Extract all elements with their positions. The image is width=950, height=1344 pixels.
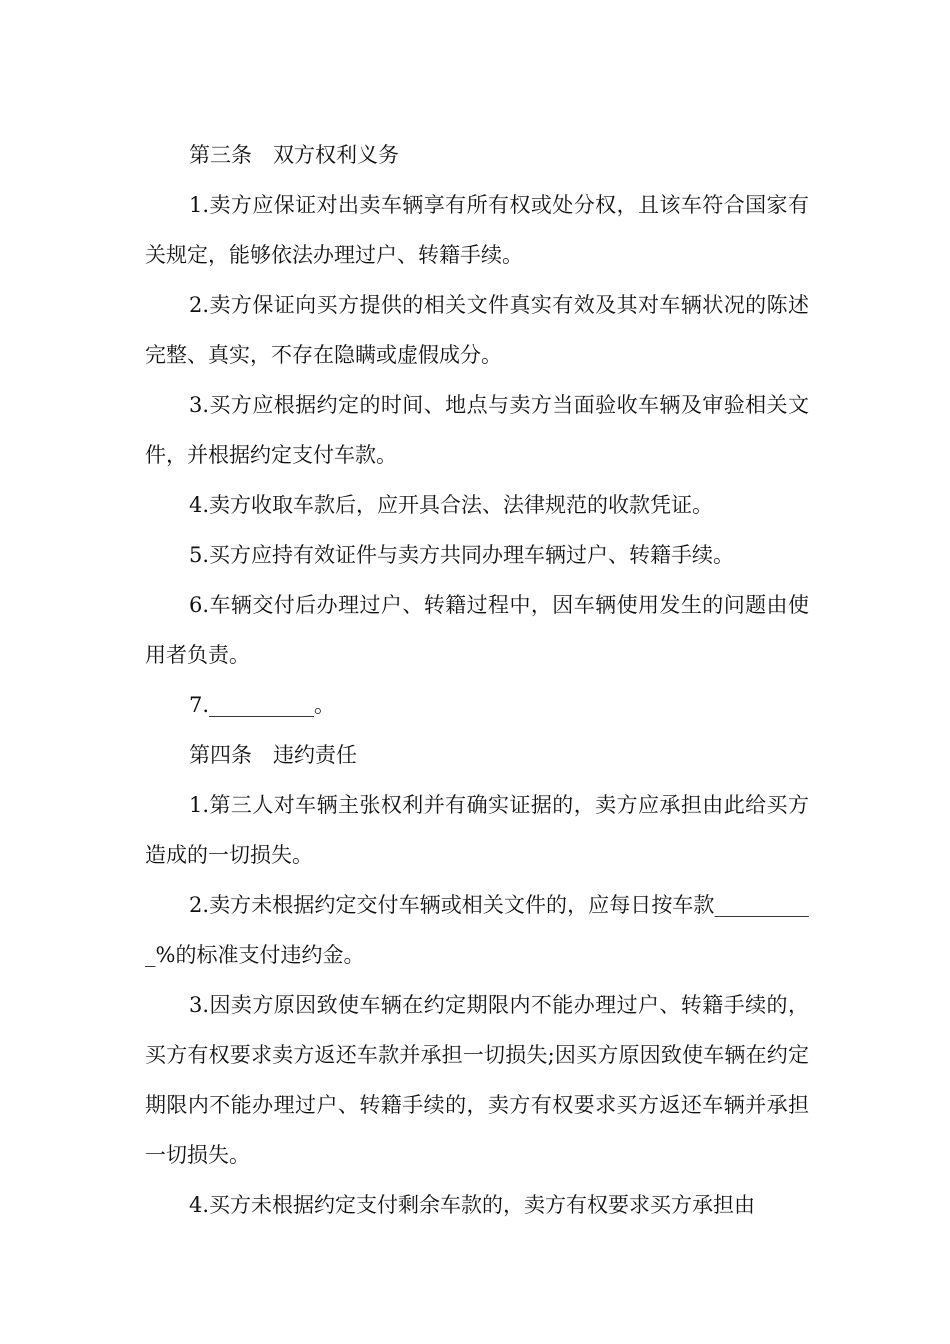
clause-4-2: 2.卖方未根据约定交付车辆或相关文件的，应每日按车款__________%的标准支付违约金。 <box>145 893 809 967</box>
clause-3-1: 1.卖方应保证对出卖车辆享有所有权或处分权，且该车符合国家有关规定，能够依法办理过户、转籍手续。 <box>145 193 809 267</box>
section-heading-3: 第三条 双方权利义务 <box>189 143 399 167</box>
document-body <box>145 130 809 1230</box>
clause-4-3: 3.因卖方原因致使车辆在约定期限内不能办理过户、转籍手续的，买方有权要求卖方返还车款并承担一切损失;因买方原因致使车辆在约定期限内不能办理过户、转籍手续的，卖方有权要求买方返还车辆并承担一切损失。 <box>145 993 809 1167</box>
clause-4-1: 1.第三人对车辆主张权利并有确实证据的，卖方应承担由此给买方造成的一切损失。 <box>145 793 809 867</box>
clause-3-5: 5.买方应持有效证件与卖方共同办理车辆过户、转籍手续。 <box>189 543 735 567</box>
clause-4-4: 4.买方未根据约定支付剩余车款的，卖方有权要求买方承担由 <box>189 1193 756 1217</box>
clause-3-4: 4.卖方收取车款后，应开具合法、法律规范的收款凭证。 <box>189 493 714 517</box>
clause-3-2: 2.卖方保证向买方提供的相关文件真实有效及其对车辆状况的陈述完整、真实，不存在隐瞒或虚假成分。 <box>145 293 809 367</box>
clause-3-3: 3.买方应根据约定的时间、地点与卖方当面验收车辆及审验相关文件，并根据约定支付车款。 <box>145 393 809 467</box>
section-heading-4: 第四条 违约责任 <box>189 743 357 767</box>
clause-3-6: 6.车辆交付后办理过户、转籍过程中，因车辆使用发生的问题由使用者负责。 <box>145 593 809 667</box>
clause-3-7: 7.__________。 <box>189 693 336 717</box>
